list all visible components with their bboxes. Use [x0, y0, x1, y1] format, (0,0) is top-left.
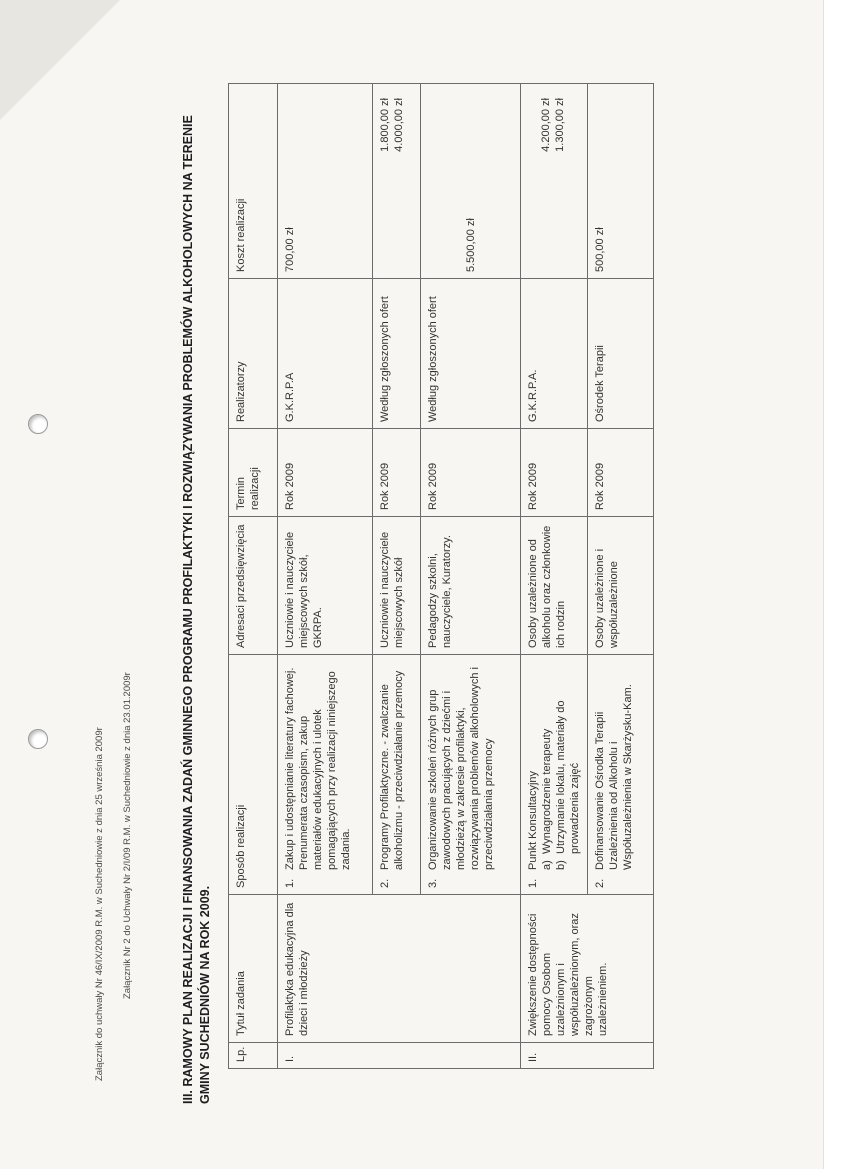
table-row: [521, 84, 588, 1069]
task-title: Zwiększenie dostępności pomocy Osobom uzależnionym i współuzależnionym, oraz zagrożonym uzależnieniem.: [521, 895, 654, 1043]
document-title: III. RAMOWY PLAN REALIZACJI I FINANSOWANIA ZADAŃ GMINNEGO PROGRAMU PROFILAKTYKI I ROZWIĄZYWANIA PROBLEMÓW ALKOHOLOWYCH NA TERENIE GMINY SUCHEDNIÓW NA ROK 2009.: [181, 115, 212, 1104]
method-cell: [421, 655, 521, 895]
item-number: 2.: [379, 878, 391, 888]
term: Rok 2009: [373, 429, 421, 517]
method-cell: [373, 655, 421, 895]
method-text: Dofinansowanie Ośrodka Terapii Uzależnienia od Alkoholu i Współuzależnienia w Skarżysku-Kam.: [594, 684, 634, 870]
row-lp: I.: [278, 1043, 521, 1069]
annex-note-1: Załącznik do uchwały Nr 46/IX/2009 R.M. w Suchedniowie z dnia 25 września 2009r: [94, 727, 105, 1081]
term: Rok 2009: [278, 429, 373, 517]
item-number: 1.: [284, 878, 296, 888]
cost-cell: [373, 84, 421, 279]
method-cell: [588, 655, 654, 895]
method-sub-b: Utrzymanie lokalu, materiały do prowadzenia zajęć: [555, 700, 581, 854]
method-text: Zakup i udostępnianie literatury fachowej. Prenumerata czasopism, zakup materiałów edukacyjnych i ulotek pomagających przy realizacji niniejszego zadania.: [284, 667, 352, 870]
implementers: Ośrodek Terapii: [588, 279, 654, 429]
addressees: Osoby uzależnione i współuzależnione: [588, 517, 654, 655]
item-number: 2.: [594, 878, 606, 888]
cost-secondary: 4.000,00 zł: [393, 98, 405, 152]
annex-note-2: Załącznik Nr 2 do Uchwały Nr 2/I/09 R.M. w Suchedniowie z dnia 23.01.2009r: [122, 672, 133, 999]
cost-cell: [521, 84, 588, 279]
cost: 700,00 zł: [278, 84, 373, 279]
item-number: 3.: [427, 878, 439, 888]
cost: 500,00 zł: [588, 84, 654, 279]
item-number: 1.: [527, 878, 539, 888]
cost-secondary: 1.300,00 zł: [554, 98, 566, 152]
addressees: Osoby uzależnione od alkoholu oraz członkowie ich rodzin: [521, 517, 588, 655]
method-cell: [278, 655, 373, 895]
table-row: [278, 84, 373, 1069]
addressees: Pedagodzy szkolni, nauczyciele, Kuratorzy.: [421, 517, 521, 655]
header-addressees: Adresaci przedsięwzięcia: [229, 517, 278, 655]
cost: 4.200,00 zł: [540, 98, 552, 152]
method-text: Programy Profilaktyczne. - zwalczanie alkoholizmu - przeciwdziałanie przemocy: [379, 670, 405, 870]
table-header-row: [229, 84, 278, 1069]
term: Rok 2009: [421, 429, 521, 517]
implementers: Według zgłoszonych ofert: [421, 279, 521, 429]
header-cost: Koszt realizacji: [229, 84, 278, 279]
term: Rok 2009: [521, 429, 588, 517]
addressees: Uczniowie i nauczyciele miejscowych szkół: [373, 517, 421, 655]
implementers: Według zgłoszonych ofert: [373, 279, 421, 429]
method-text: Punkt Konsultacyjny: [527, 770, 539, 870]
cost: 1.800,00 zł: [379, 98, 391, 152]
task-title: Profilaktyka edukacyjna dla dzieci i młodzieży: [278, 895, 521, 1043]
method-sub-a: Wynagrodzenie terapeuty: [541, 728, 553, 854]
method-text: Organizowanie szkoleń różnych grup zawodowych pracujących z dziećmi i młodzieżą w zakresie profilaktyki, rozwiązywania problemów alkoholowych i przeciwdziałania przemocy: [427, 667, 495, 870]
header-method: Sposób realizacji: [229, 655, 278, 895]
header-lp: Lp.: [229, 1043, 278, 1069]
header-implementers: Realizatorzy: [229, 279, 278, 429]
header-term: Termin realizacji: [229, 429, 278, 517]
implementers: G.K.R.P.A.: [521, 279, 588, 429]
plan-table: [228, 83, 654, 1069]
cost: 5.500,00 zł: [421, 84, 521, 279]
term: Rok 2009: [588, 429, 654, 517]
header-title: Tytuł zadania: [229, 895, 278, 1043]
implementers: G.K.R.P.A: [278, 279, 373, 429]
method-cell: 1. Punkt Konsultacyjny a) Wynagrodzenie terapeuty b) Utrzymanie lokalu, materiały do prowadzenia zajęć: [521, 655, 588, 895]
row-lp: II.: [521, 1043, 654, 1069]
addressees: Uczniowie i nauczyciele miejscowych szkół, GKRPA.: [278, 517, 373, 655]
